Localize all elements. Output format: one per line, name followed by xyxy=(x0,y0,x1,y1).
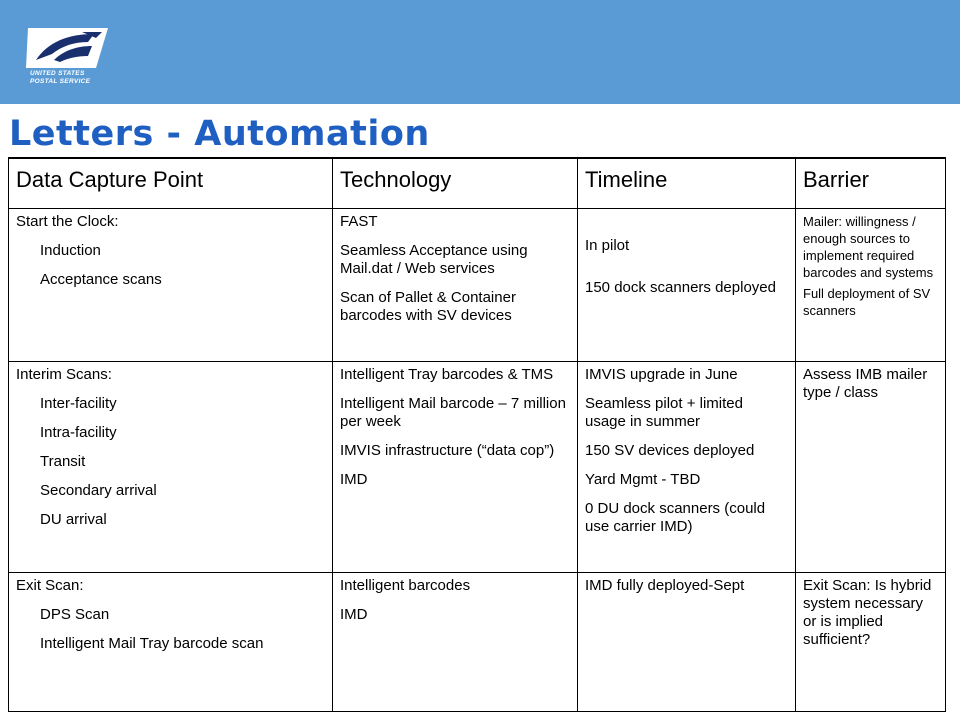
cell-text: DPS Scan xyxy=(40,606,110,623)
cell-text: Intelligent Mail Tray barcode scan xyxy=(40,635,264,652)
cell-text: Scan of Pallet & Container barcodes with SV devices xyxy=(340,289,516,324)
cell-data-capture-point xyxy=(9,573,333,712)
cell-data-capture-point xyxy=(9,362,333,573)
cell-text: Inter-facility xyxy=(40,395,117,412)
cell-data-capture-point xyxy=(9,209,333,362)
cell-text: DU arrival xyxy=(40,511,107,528)
table-row xyxy=(9,209,946,362)
cell-barrier xyxy=(796,362,946,573)
cell-barrier xyxy=(796,573,946,712)
cell-text: Intelligent Mail barcode – 7 million per week xyxy=(340,395,566,430)
cell-text: Seamless pilot + limited usage in summer xyxy=(585,395,743,430)
cell-text: Exit Scan: xyxy=(16,577,84,594)
cell-text: 0 DU dock scanners (could use carrier IMD) xyxy=(585,500,766,535)
cell-technology xyxy=(333,573,578,712)
cell-text: Intelligent Tray barcodes & TMS xyxy=(340,366,554,383)
header-band xyxy=(0,0,960,104)
cell-text: Transit xyxy=(40,453,86,470)
cell-timeline xyxy=(578,362,796,573)
automation-table xyxy=(8,157,946,712)
cell-timeline xyxy=(578,573,796,712)
column-header-data-capture-point: Data Capture Point xyxy=(9,158,333,209)
logo-line-1: UNITED STATES xyxy=(30,70,85,77)
cell-text: IMD xyxy=(340,471,368,488)
table-row xyxy=(9,573,946,712)
cell-text: Intra-facility xyxy=(40,424,117,441)
cell-technology xyxy=(333,362,578,573)
table-header-row xyxy=(9,158,946,209)
cell-timeline xyxy=(578,209,796,362)
cell-technology xyxy=(333,209,578,362)
cell-text: FAST xyxy=(340,213,378,230)
cell-text: Assess IMB mailer type / class xyxy=(803,366,928,401)
logo-line-2: POSTAL SERVICE xyxy=(30,78,91,85)
cell-barrier xyxy=(796,209,946,362)
cell-text: Intelligent barcodes xyxy=(340,577,471,594)
cell-text: IMVIS upgrade in June xyxy=(585,366,738,383)
cell-text: Induction xyxy=(40,242,101,259)
cell-text: IMVIS infrastructure (“data cop”) xyxy=(340,442,555,459)
page-title: Letters - Automation xyxy=(9,114,430,154)
cell-text: In pilot xyxy=(585,237,630,254)
table-row xyxy=(9,362,946,573)
cell-text: Full deployment of SV scanners xyxy=(803,286,931,318)
cell-text: Acceptance scans xyxy=(40,271,162,288)
cell-text: Interim Scans: xyxy=(16,366,112,383)
cell-text: 150 dock scanners deployed xyxy=(585,279,776,296)
cell-text: Mailer: willingness / enough sources to implement required barcodes and systems xyxy=(803,214,934,280)
cell-text: Secondary arrival xyxy=(40,482,157,499)
cell-text: IMD fully deployed-Sept xyxy=(585,577,745,594)
cell-text: Yard Mgmt - TBD xyxy=(585,471,701,488)
column-header-timeline: Timeline xyxy=(578,158,796,209)
column-header-barrier: Barrier xyxy=(796,158,946,209)
cell-text: Seamless Acceptance using Mail.dat / Web services xyxy=(340,242,528,277)
column-header-technology: Technology xyxy=(333,158,578,209)
logo-wordmark xyxy=(30,70,110,86)
cell-text: IMD xyxy=(340,606,368,623)
cell-text: 150 SV devices deployed xyxy=(585,442,755,459)
cell-text: Start the Clock: xyxy=(16,213,119,230)
cell-text: Exit Scan: Is hybrid system necessary or is implied sufficient? xyxy=(803,577,932,648)
